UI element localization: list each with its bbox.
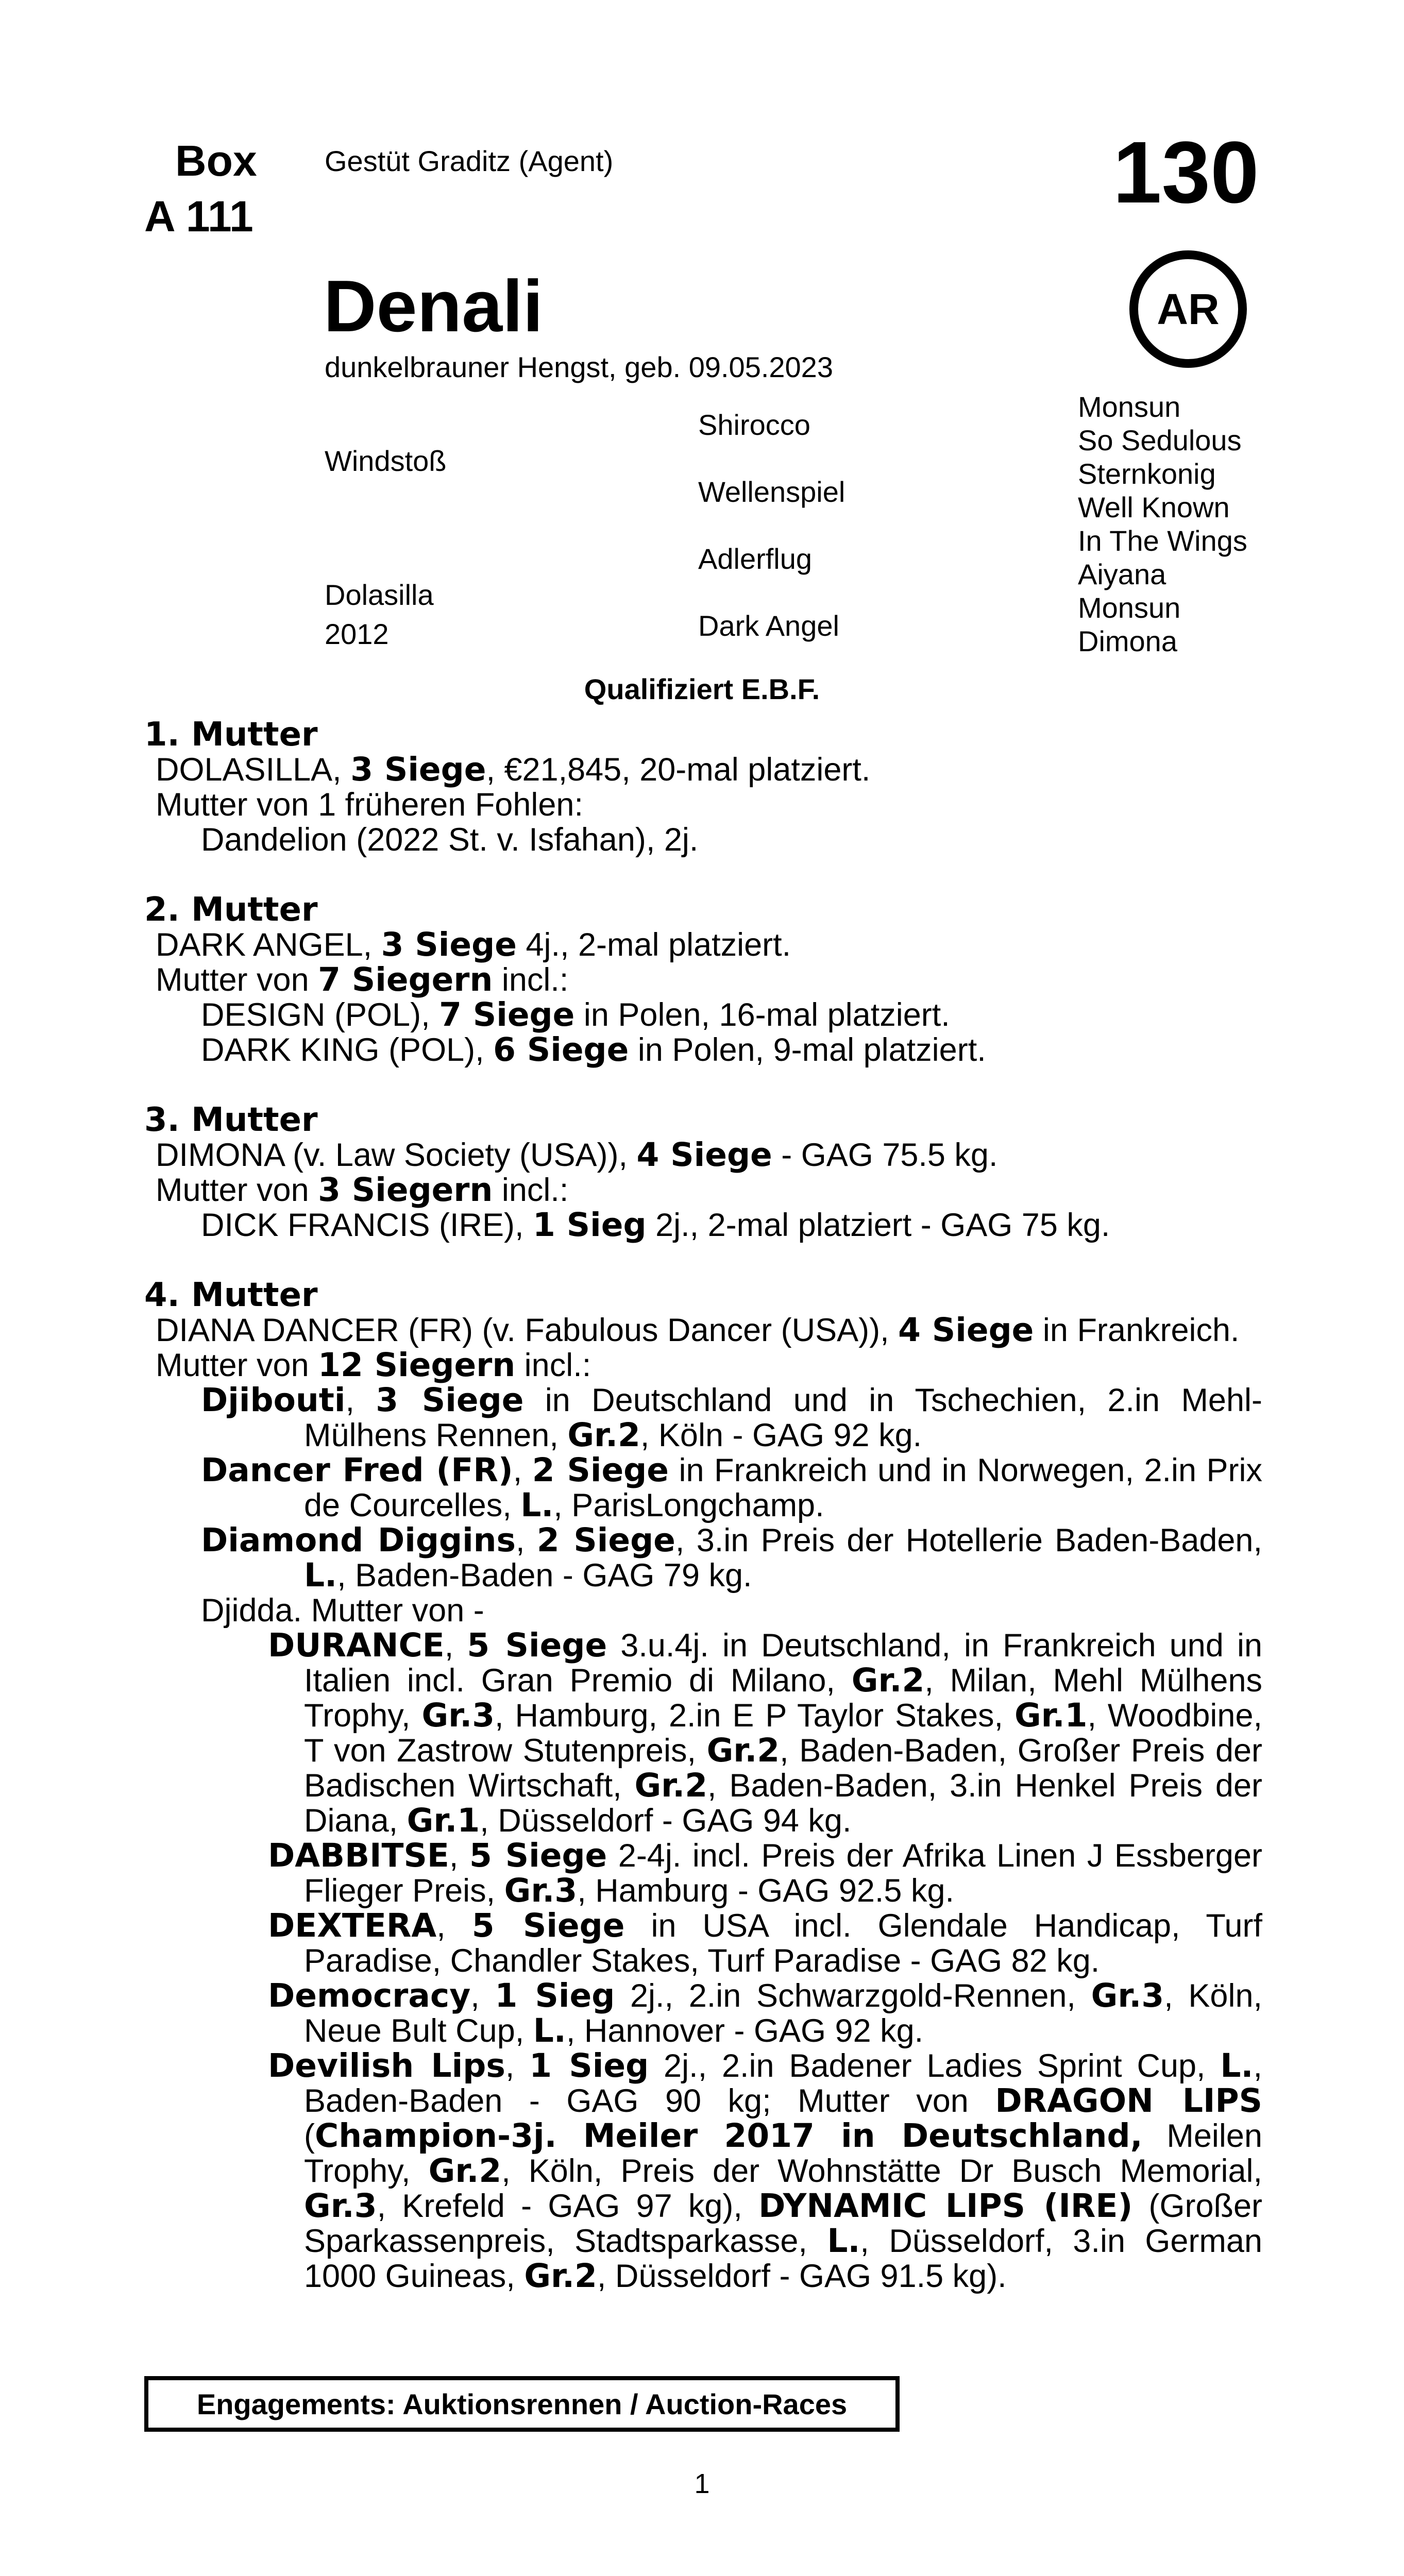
pedigree-great-grandparent: Dimona [1078, 625, 1177, 657]
runner-record: , Woodbine, T von Zastrow Stutenpreis, [304, 1698, 1262, 1769]
section-heading: 2. Mutter [144, 891, 318, 929]
runner-record: Meilen Trophy, [304, 2118, 1262, 2189]
pedigree-great-grandparent: Aiyana [1078, 558, 1166, 590]
produce-pre: Mutter von [156, 1172, 318, 1208]
runner-record: , Milan, Mehl Mülhens Trophy, [304, 1663, 1262, 1734]
runner-record: ( [304, 2118, 315, 2154]
djidda-line: Djidda. Mutter von - [201, 1592, 484, 1629]
race-grade: Gr.2 [634, 1767, 708, 1804]
runner-name: DICK FRANCIS (IRE), [201, 1207, 533, 1243]
runner-name: DEXTERA [268, 1907, 437, 1944]
produce-winners: 7 Siegern [318, 961, 493, 998]
dam-record: in Frankreich. [1034, 1312, 1240, 1348]
runner-entry [144, 1208, 1262, 1243]
runner-wins: 7 Siege [439, 996, 575, 1033]
pedigree-great-grandparent: So Sedulous [1078, 424, 1242, 456]
pedigree-great-grandparent: Monsun [1078, 591, 1181, 624]
runner-entry [144, 1383, 1262, 1453]
dam-line [144, 1138, 1262, 1173]
produce-intro [144, 962, 1262, 997]
runner-name: DABBITSE [268, 1837, 449, 1874]
race-grade: Gr.2 [851, 1662, 925, 1699]
dam-line [144, 927, 1262, 962]
runner-record: 2j., 2.in Badener Ladies Sprint Cup, [649, 2048, 1221, 2084]
section-heading: 1. Mutter [144, 716, 318, 754]
pedigree-great-grandparent: Monsun [1078, 391, 1181, 423]
pedigree-grandparent: Wellenspiel [698, 476, 845, 508]
pedigree-grandparent: Adlerflug [698, 543, 813, 575]
race-grade: Gr.1 [407, 1802, 480, 1839]
runner-record: in USA incl. Glendale Handicap, Turf Paradise, Chandler Stakes, Turf Paradise - GAG 82 kg. [304, 1908, 1263, 1979]
lot-number: 130 [1113, 124, 1259, 222]
runner-wins: 2 Siege [532, 1451, 669, 1489]
separator: , [345, 1382, 376, 1418]
runner-wins: 5 Siege [471, 1907, 625, 1944]
dam-line [144, 752, 1262, 787]
runner-name: Diamond Diggins [201, 1521, 516, 1559]
runner-entry [144, 1978, 1262, 2048]
runner-wins: 5 Siege [469, 1837, 607, 1874]
runner-record: , ParisLongchamp. [553, 1487, 824, 1523]
pedigree-dam-year: 2012 [325, 618, 389, 650]
runner-entry [144, 1838, 1262, 1908]
separator: , [436, 1908, 472, 1944]
dam-record: , €21,845, 20-mal platziert. [486, 752, 871, 788]
race-grade: L. [827, 2222, 860, 2260]
runner-entry [144, 1908, 1262, 1978]
runner-wins: 1 Sieg [495, 1977, 615, 2014]
dam-name: DARK ANGEL, [156, 927, 381, 963]
runner-name: Democracy [268, 1977, 471, 2014]
section-heading: 4. Mutter [144, 1276, 318, 1314]
race-grade: Gr.3 [421, 1697, 495, 1734]
race-grade: Gr.1 [1014, 1697, 1088, 1734]
dam-record: - GAG 75.5 kg. [772, 1137, 998, 1173]
produce-intro [144, 1173, 1262, 1208]
runner-record: , Köln, Preis der Wohnstätte Dr Busch Memorial, [501, 2153, 1262, 2189]
race-grade: Gr.2 [524, 2257, 597, 2295]
runner-entry [144, 1032, 1262, 1067]
produce-name: DYNAMIC LIPS (IRE) [758, 2187, 1133, 2225]
runner-name: DARK KING (POL), [201, 1032, 494, 1068]
separator: , [505, 2048, 530, 2084]
dam-wins: 4 Siege [898, 1311, 1034, 1349]
pedigree-sire: Windstoß [325, 445, 447, 477]
race-grade: L. [304, 1556, 337, 1594]
runner-record: in Deutschland und in Tschechien, 2.in Mehl-Mülhens Rennen, [304, 1382, 1262, 1453]
qualification: Qualifiziert E.B.F. [584, 673, 820, 705]
runner-name: DURANCE [268, 1626, 445, 1664]
runner-entry [144, 997, 1262, 1032]
produce-winners: 12 Siegern [318, 1346, 516, 1384]
runner-record: in Polen, 16-mal platziert. [574, 997, 950, 1033]
runner-record: , Krefeld - GAG 97 kg), [377, 2188, 759, 2224]
runner-record: , Köln - GAG 92 kg. [640, 1417, 922, 1453]
runner-name: DESIGN (POL), [201, 997, 439, 1033]
race-grade: Gr.3 [1091, 1977, 1164, 2014]
produce-intro [144, 1348, 1262, 1383]
runner-entry [144, 1628, 1262, 1838]
dam-name: DIMONA (v. Law Society (USA)), [156, 1137, 637, 1173]
pedigree-great-grandparent: Well Known [1078, 491, 1230, 523]
runner-wins: 3 Siege [376, 1381, 524, 1419]
race-grade: Gr.3 [304, 2187, 377, 2225]
runner-record: (Großer Sparkassenpreis, Stadtsparkasse, [304, 2188, 1262, 2259]
dam-wins: 3 Siege [350, 751, 486, 788]
runner-record: , Köln, Neue Bult Cup, [304, 1978, 1262, 2049]
horse-name: Denali [324, 265, 544, 347]
dam-line [144, 1313, 1262, 1348]
race-grade: Gr.2 [567, 1416, 640, 1454]
separator: , [516, 1522, 537, 1558]
championship: Champion-3j. Meiler 2017 in Deutschland, [314, 2117, 1143, 2155]
dam-record: 4j., 2-mal platziert. [516, 927, 791, 963]
runner-record: 3.u.4j. in Deutschland, in Frankreich und in Italien incl. Gran Premio di Milano, [304, 1628, 1262, 1699]
produce-pre: Mutter von [156, 1347, 318, 1383]
runner-record: , Baden-Baden - GAG 90 kg; Mutter von [304, 2048, 1262, 2119]
race-grade: Gr.3 [504, 1872, 578, 1909]
runner-wins: 2 Siege [536, 1521, 675, 1559]
runner-entry [144, 2048, 1262, 2294]
runner-record: , Baden-Baden, Großer Preis der Badischen Wirtschaft, [304, 1733, 1263, 1804]
box-label: Box [175, 137, 257, 185]
race-grade: L. [520, 1486, 554, 1524]
produce-pre: Mutter von [156, 962, 318, 998]
pedigree-grandparent: Shirocco [698, 409, 810, 441]
runner-record: 2j., 2-mal platziert - GAG 75 kg. [646, 1207, 1110, 1243]
separator: , [470, 1978, 495, 2014]
runner-name: Devilish Lips [268, 2047, 505, 2084]
runner-record: , Baden-Baden, 3.in Henkel Preis der Diana, [304, 1768, 1262, 1839]
race-grade: L. [533, 2012, 566, 2049]
pedigree-grandparent: Dark Angel [698, 609, 839, 642]
page-number: 1 [694, 2468, 710, 2499]
ar-badge [1129, 250, 1247, 368]
produce-intro: Mutter von 1 früheren Fohlen: [156, 787, 583, 823]
runner-entry [144, 1523, 1262, 1593]
pedigree-dam: Dolasilla [325, 579, 434, 611]
engagements-label: Engagements: Auktionsrennen / Auction-Races [196, 2387, 848, 2420]
dam-name: DOLASILLA, [156, 752, 351, 788]
produce-name: DRAGON LIPS [995, 2082, 1262, 2120]
horse-description: dunkelbrauner Hengst, geb. 09.05.2023 [325, 351, 833, 383]
produce-post: incl.: [493, 962, 569, 998]
runner-wins: 5 Siege [467, 1626, 607, 1664]
runner-record: , Hamburg - GAG 92.5 kg. [577, 1873, 954, 1909]
race-grade: Gr.2 [428, 2152, 502, 2190]
dam-wins: 4 Siege [636, 1136, 772, 1174]
dam-name: DIANA DANCER (FR) (v. Fabulous Dancer (USA)), [156, 1312, 899, 1348]
runner-wins: 1 Sieg [529, 2047, 649, 2084]
runner-record: , Hannover - GAG 92 kg. [566, 2013, 924, 2049]
produce-winners: 3 Siegern [318, 1171, 493, 1209]
section-heading: 3. Mutter [144, 1101, 318, 1139]
runner-record: , Düsseldorf - GAG 91.5 kg). [597, 2258, 1007, 2294]
runner-name: Dancer Fred (FR) [201, 1451, 513, 1489]
runner-record: , Düsseldorf - GAG 94 kg. [480, 1803, 852, 1839]
dam-wins: 3 Siege [381, 926, 517, 963]
engagements-box [144, 2376, 900, 2432]
runner-wins: 1 Sieg [533, 1206, 647, 1244]
runner-entry [144, 1453, 1262, 1523]
produce-post: incl.: [493, 1172, 569, 1208]
produce-post: incl.: [515, 1347, 591, 1383]
race-grade: L. [1220, 2047, 1254, 2084]
produce-record [144, 717, 1262, 2294]
runner-record: , Baden-Baden - GAG 79 kg. [337, 1557, 752, 1594]
runner-record: , Düsseldorf, 3.in German 1000 Guineas, [304, 2223, 1262, 2294]
ar-badge-label: AR [1157, 284, 1220, 333]
pedigree-great-grandparent: In The Wings [1078, 524, 1247, 557]
separator: , [513, 1452, 532, 1488]
runner-record: , 3.in Preis der Hotellerie Baden-Baden, [675, 1522, 1262, 1558]
runner-wins: 6 Siege [493, 1031, 629, 1069]
foal-entry: Dandelion (2022 St. v. Isfahan), 2j. [201, 822, 699, 858]
consignor: Gestüt Graditz (Agent) [325, 145, 614, 177]
separator: , [444, 1628, 467, 1664]
runner-record: in Polen, 9-mal platziert. [629, 1032, 986, 1068]
box-number: A 111 [144, 192, 253, 241]
separator: , [449, 1838, 469, 1874]
runner-record: , Hamburg, 2.in E P Taylor Stakes, [495, 1698, 1014, 1734]
runner-record: in Frankreich und in Norwegen, 2.in Prix de Courcelles, [304, 1452, 1263, 1523]
runner-record: 2j., 2.in Schwarzgold-Rennen, [615, 1978, 1091, 2014]
pedigree-great-grandparent: Sternkonig [1078, 457, 1216, 490]
race-grade: Gr.2 [706, 1732, 780, 1769]
runner-record: 2-4j. incl. Preis der Afrika Linen J Essberger Flieger Preis, [304, 1838, 1262, 1909]
runner-name: Djibouti [201, 1381, 346, 1419]
